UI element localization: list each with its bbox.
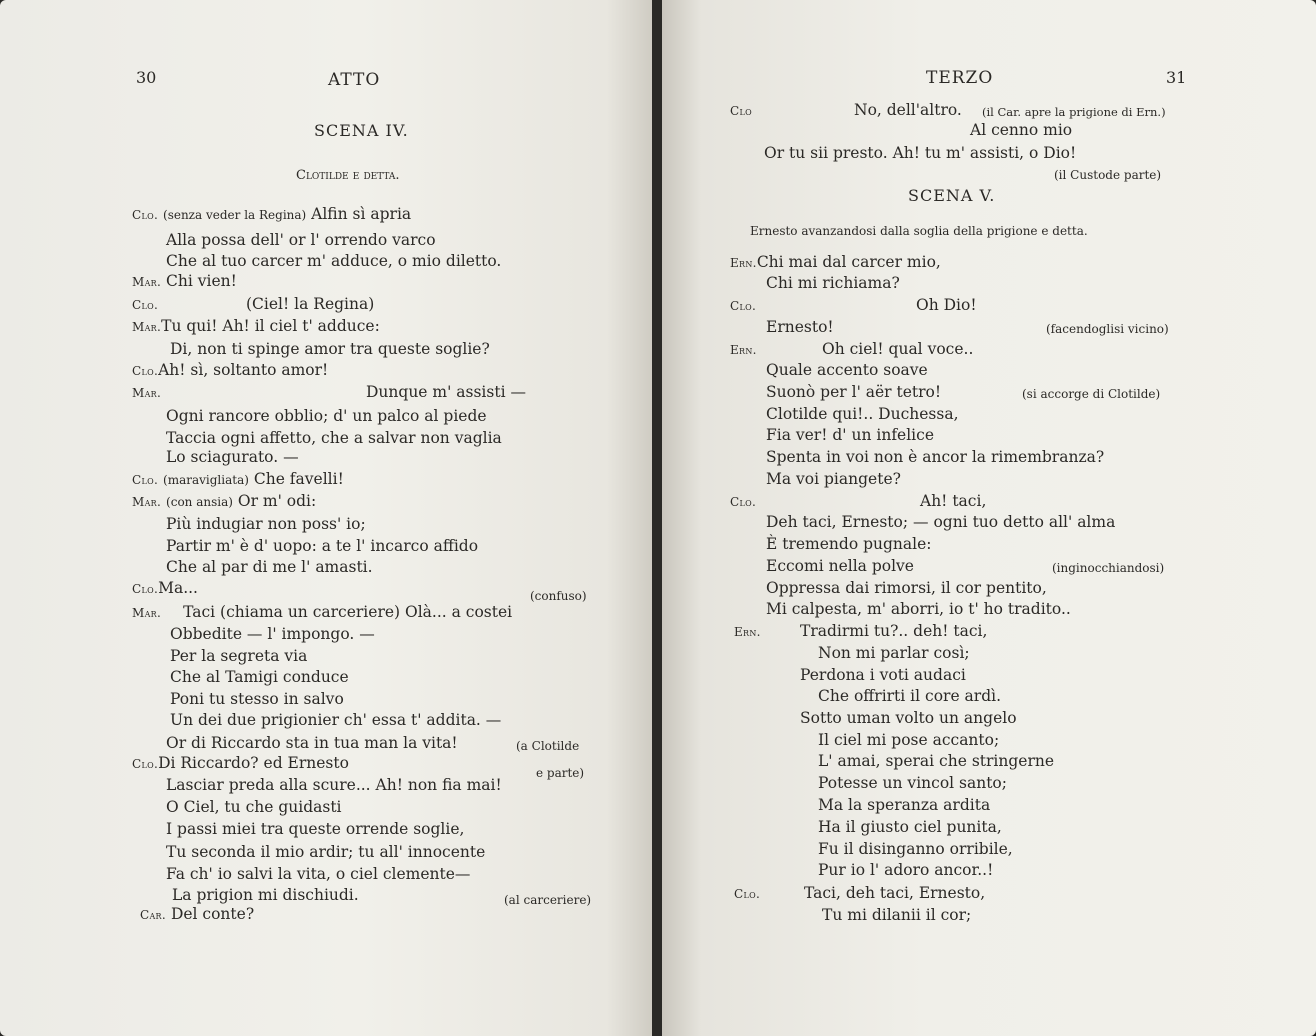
text-line: (il Custode parte): [1054, 168, 1162, 182]
scene-title: SCENA IV.: [314, 121, 409, 140]
text-line: L' amai, sperai che stringerne: [818, 752, 1055, 770]
text-line: Lo sciagurato. —: [166, 448, 299, 466]
text-line: Che al tuo carcer m' adduce, o mio diletto.: [166, 252, 502, 270]
text-line: Ma la speranza ardita: [818, 796, 991, 814]
text-line: Per la segreta via: [170, 647, 308, 665]
text-line: Clo.Di Riccardo? ed Ernesto e parte): [132, 754, 585, 780]
text-line: È tremendo pugnale:: [766, 535, 932, 553]
text-line: Tu mi dilanii il cor;: [822, 906, 972, 924]
text-line: Or tu sii presto. Ah! tu m' assisti, o Dio!: [764, 144, 1077, 162]
text-line: Suonò per l' aër tetro! (si accorge di Clotilde): [766, 383, 1161, 401]
text-line: Che offrirti il core ardì.: [818, 687, 1001, 705]
text-line: Perdona i voti audaci: [800, 666, 966, 684]
text-line: Mar. Dunque m' assisti —: [132, 383, 526, 401]
text-line: I passi miei tra queste orrende soglie,: [166, 820, 465, 838]
text-line: Mar.Tu qui! Ah! il ciel t' adduce:: [132, 317, 380, 335]
text-line: Clo. (Ciel! la Regina): [132, 295, 375, 313]
text-line: Taccia ogni affetto, che a salvar non vaglia: [166, 429, 502, 447]
text-line: Fu il disinganno orribile,: [818, 840, 1013, 858]
text-line: Lasciar preda alla scure... Ah! non fia mai!: [166, 776, 502, 794]
text-line: Clo. Taci, deh taci, Ernesto,: [734, 884, 986, 902]
text-line: Eccomi nella polve (inginocchiandosi): [766, 557, 1165, 575]
text-line: Chi mi richiama?: [766, 274, 900, 292]
text-line: Un dei due prigionier ch' essa t' addita. —: [170, 711, 502, 729]
running-head: ATTO: [328, 70, 381, 90]
text-line: Clo. Oh Dio!: [730, 296, 977, 314]
text-line: Tu seconda il mio ardir; tu all' innocente: [166, 843, 486, 861]
text-line: Ma voi piangete?: [766, 470, 901, 488]
text-line: Car. Del conte?: [140, 905, 255, 923]
text-line: Mar. (con ansia) Or m' odi:: [132, 492, 317, 510]
page-number: 31: [1166, 68, 1187, 87]
text-line: Che al par di me l' amasti.: [166, 558, 373, 576]
text-line: Pur io l' adoro ancor..!: [818, 861, 994, 879]
right-page: [662, 0, 1316, 1036]
text-line: Clo No, dell'altro. (il Car. apre la prigione di Ern.): [730, 101, 1166, 119]
text-line: Potesse un vincol santo;: [818, 774, 1007, 792]
text-line: Obbedite — l' impongo. —: [170, 625, 375, 643]
left-page: [0, 0, 652, 1036]
text-line: Sotto uman volto un angelo: [800, 709, 1017, 727]
text-line: Mar. Chi vien!: [132, 272, 237, 290]
text-line: Clo. (senza veder la Regina) Alfin sì apria: [132, 205, 412, 223]
text-line: Ha il giusto ciel punita,: [818, 818, 1002, 836]
text-line: Che al Tamigi conduce: [170, 668, 349, 686]
text-line: Clo.Ma... (confuso): [132, 579, 587, 603]
text-line: Quale accento soave: [766, 361, 928, 379]
running-head: TERZO: [926, 68, 994, 88]
text-line: Ogni rancore obblio; d' un palco al piede: [166, 407, 487, 425]
text-line: Poni tu stesso in salvo: [170, 690, 344, 708]
text-line: Il ciel mi pose accanto;: [818, 731, 1000, 749]
text-line: Clotilde qui!.. Duchessa,: [766, 405, 959, 423]
text-line: Fa ch' io salvi la vita, o ciel clemente—: [166, 865, 471, 883]
text-line: Alla possa dell' or l' orrendo varco: [166, 231, 436, 249]
text-line: Ern.Chi mai dal carcer mio,: [730, 253, 941, 271]
text-line: Ern. Tradirmi tu?.. deh! taci,: [734, 622, 988, 640]
scene-characters: Ernesto avanzandosi dalla soglia della prigione e detta.: [750, 224, 1088, 238]
text-line: Partir m' è d' uopo: a te l' incarco affido: [166, 537, 479, 555]
text-line: O Ciel, tu che guidasti: [166, 798, 342, 816]
scene-characters: Clotilde e detta.: [296, 168, 400, 183]
text-line: Mi calpesta, m' aborri, io t' ho tradito..: [766, 600, 1071, 618]
text-line: Mar. Taci (chiama un carceriere) Olà... a costei: [132, 603, 513, 621]
text-line: Più indugiar non poss' io;: [166, 515, 366, 533]
text-line: Or di Riccardo sta in tua man la vita! (a Clotilde: [166, 734, 580, 753]
text-line: Oppressa dai rimorsi, il cor pentito,: [766, 579, 1047, 597]
text-line: La prigion mi dischiudi. (al carceriere): [172, 886, 592, 907]
text-line: Al cenno mio: [970, 121, 1073, 139]
page-number: 30: [136, 68, 157, 87]
text-line: Ernesto! (facendoglisi vicino): [766, 318, 1169, 336]
scene-title: SCENA V.: [908, 186, 996, 205]
text-line: Deh taci, Ernesto; — ogni tuo detto all' alma: [766, 513, 1116, 531]
text-line: Spenta in voi non è ancor la rimembranza?: [766, 448, 1105, 466]
text-line: Non mi parlar così;: [818, 644, 970, 662]
text-line: Di, non ti spinge amor tra queste soglie?: [170, 340, 490, 358]
text-line: Fia ver! d' un infelice: [766, 426, 934, 444]
text-line: Clo. Ah! taci,: [730, 492, 987, 510]
text-line: Clo.Ah! sì, soltanto amor!: [132, 361, 329, 379]
text-line: Clo. (maravigliata) Che favelli!: [132, 470, 344, 488]
text-line: Ern. Oh ciel! qual voce..: [730, 340, 974, 358]
